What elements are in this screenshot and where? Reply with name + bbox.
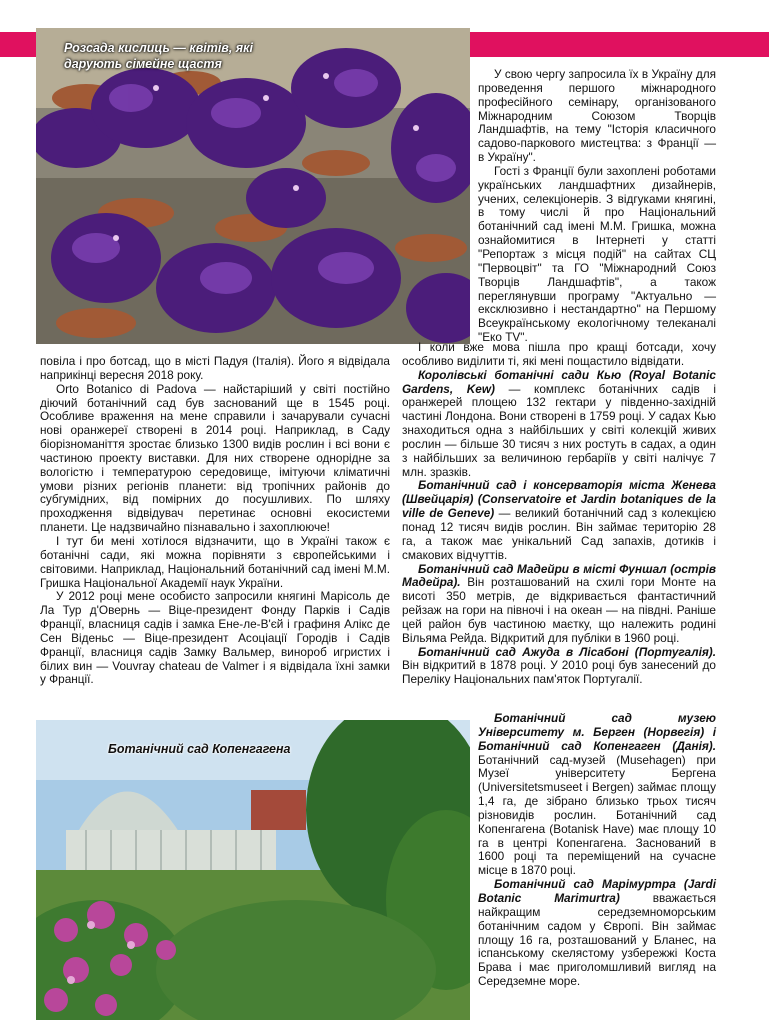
right-column-bottom (478, 712, 716, 989)
garden-text: — великий ботанічний сад з колекцією понад 12 тисяч видів рослин. Він займає територію 28 га, а також має унікальний Сад запахів, дотиків і смакових відчуттів. (402, 506, 716, 562)
paragraph: У 2012 році мене особисто запросили княгині Марісоль де Ла Тур д'Овернь — Віце-президент Фонду Парків і Садів Франції, власниця садів і замка Ене-ле-В'єй і графиня Алікс де Сен Віденьс — Віце-президент Асоціації Городів і Садів Франції, власниця садів Замку Вальмер, винороб игристих і білих вин — Vouvray chateau de Valmer і я відвідала їхні замки у Франції. (40, 589, 390, 687)
garden-title: Королівські ботанічні сади Кью (Royal Botanic Gardens, Kew) (402, 367, 716, 396)
copenhagen-illustration (36, 720, 470, 1020)
garden-title: Ботанічний сад Мадейри в місті Фуншал (острів Мадейра). (402, 561, 716, 590)
garden-text: Він відкритий в 1878 році. У 2010 році був занесений до Переліку Національних пам'яток Португалії. (402, 658, 716, 687)
copenhagen-caption: Ботанічний сад Копенгагена (108, 742, 291, 756)
garden-text: вважається найкращим середземноморським ботанічним садом у Європі. Він займає площу 16 га, розташований у Бланес, на іспанському скелястому узбережжі Коста Брава і має приголомшливий вигляд на Середземне море. (478, 890, 716, 989)
paragraph: І тут би мені хотілося відзначити, що в Україні також є ботанічні сади, які можна порівняти з європейськими і світовими. Наприклад, Національний ботанічний сад імені М.М. Гришка Національної Академії наук України. (40, 533, 390, 590)
paragraph: повіла і про ботсад, що в місті Падуя (Італія). Його я відвідала наприкінці вересня 2018 року. (40, 354, 390, 382)
right-column-main (402, 341, 716, 687)
oxalis-caption: Розсада кислиць — квітів, які дарують сімейне щастя (64, 41, 253, 71)
garden-entry (402, 369, 716, 480)
garden-text: Він розташований на схилі гори Монте на висоті 350 метрів, де відкривається фантастичний рейзаж на гори на півночі і на океан — на півдні. Раніше цей район був частиною маєтку, що належить родині Вільяма Рейда. Відкритий для публіки в 1960 році. (402, 575, 716, 645)
garden-entry (402, 646, 716, 688)
garden-title: Ботанічний сад Марімуртра (Jardi Botanic Marimurtra) (478, 877, 716, 905)
oxalis-illustration (36, 28, 470, 344)
paragraph: У свою чергу запросила їх в Україну для проведення першого міжнародного професійного семінару, організованого Міжнародним Союзом Творців Ландшафтів, на тему "Історія класичного садово-паркового мистецтва: з Франції — в Україну". (478, 67, 716, 165)
garden-entry (478, 878, 716, 989)
paragraph: Гості з Франції були захоплені роботами українських ландшафтних дизайнерів, учених, селекціонерів. З відгуками княгині, в тому числі й про Національний ботанічний сад імені М.М. Гришка, можна ознайомитися в Інтернеті у статті "Репортаж з місця подій" на сайтах СЦ "Первоцвіт" та ГО "Міжнародний Союз Творців Ландшафтів", а також переглянувши програму "Актуально — ексклюзивно і нестандартно" на Першому Всеукраїнському екологічному телеканалі "Еко TV". (478, 163, 716, 345)
garden-entry (402, 563, 716, 646)
garden-title: Ботанічний сад Ажуда в Лісабоні (Португалія). (418, 644, 716, 659)
garden-entry (402, 479, 716, 562)
garden-entry (478, 712, 716, 878)
paragraph: Orto Botanico di Padova — найстаріший у світі постійно діючий ботанічний сад був заснований ще в 1545 році. Особливе враження на мене справили і зачарували сучасні нові оранжереї створені в 2014 році. Наприклад, в Саду біорізноманіття зростає близько 1300 видів рослин і всі вони є частиною проекту виставки. Для них створене однорідне за вологістю і температурою середовище, імітуючи кліматичні умови різних регіонів планети: від тропічних районів до субгумідних, від помірних до посушливих. По шляху проходження відвідувач перетинає основні екосистеми планети. Це надзвичайно пізнавально і захоплююче! (40, 381, 390, 535)
copenhagen-photo (36, 720, 470, 1020)
accent-band-right (470, 32, 769, 57)
right-column-top (478, 68, 716, 345)
garden-text: Ботанічний сад-музей (Musehagen) при Музеї університету Бергена (Universitetsmuseet i Bergen) займає площу 1,4 га, де зібрано близько трьох тисяч різновидів рослин. Ботанічний сад Копенгагена (Botanisk Have) має площу 10 га в центрі Копенгагена. Заснований в 1600 році та переміщений на сучасне місце в 1870 році. (478, 752, 716, 878)
garden-text: — комплекс ботанічних садів і оранжерей площею 132 гектари у південно-західній частині Лондона. Вони створені в 1759 році. У садах Кью знаходиться одна з найбільших у світі колекцій живих рослин — більше 30 тисяч з них ростуть в садах, а один з найбільших за величиною гербаріїв у світі налічує 7 млн. зразків. (402, 381, 716, 479)
left-column (40, 355, 390, 687)
accent-band-left (0, 32, 36, 57)
garden-title: Ботанічний сад музею Університету м. Берген (Норвегія) і Ботанічний сад Копенгаген (Данія). (478, 711, 716, 753)
paragraph: І коли вже мова пішла про кращі ботсади, хочу особливо виділити ті, які мені пощастило відвідати. (402, 340, 716, 368)
garden-title: Ботанічний сад і консерваторія міста Женева (Швейцарія) (Conservatoire et Jardin botaniques de la ville de Geneve) (402, 478, 716, 521)
oxalis-photo (36, 28, 470, 344)
